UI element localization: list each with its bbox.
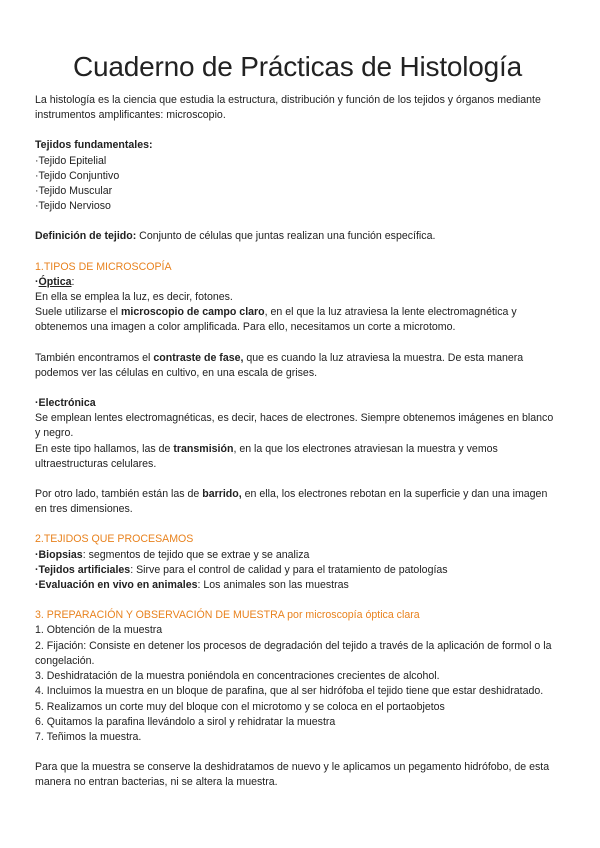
electronica-paragraph: Se emplean lentes electromagnéticas, es decir, haces de electrones. Siempre obtenemos imágenes en blanco y negro. bbox=[35, 412, 554, 440]
optica-heading: ·Óptica: bbox=[35, 275, 75, 288]
definicion-paragraph: Definición de tejido: Conjunto de células que juntas realizan una función específica. bbox=[35, 230, 436, 243]
section-3-title: 3. PREPARACIÓN Y OBSERVACIÓN DE MUESTRA por microscopía óptica clara bbox=[35, 609, 420, 622]
contraste-fase-paragraph: También encontramos el contraste de fase, que es cuando la luz atraviesa la muestra. De esta manera podemos ver las células en cultivo, en una escala de grises. bbox=[35, 351, 524, 379]
tejidos-list bbox=[35, 154, 560, 215]
tejidos-procesados-list bbox=[35, 548, 560, 594]
closing-paragraph: Para que la muestra se conserve la deshidratamos de nuevo y le aplicamos un pegamento hidrófobo, de esta manera no entran bacterias, ni se altera la muestra. bbox=[35, 761, 550, 789]
list-item: ·Biopsias: segmentos de tejido que se extrae y se analiza bbox=[35, 548, 310, 561]
list-item: 6. Quitamos la parafina llevándolo a sirol y rehidratar la muestra bbox=[35, 715, 336, 728]
list-item: 5. Realizamos un corte muy del bloque con el microtomo y se coloca en el portaobjetos bbox=[35, 700, 445, 713]
section-2-title: 2.TEJIDOS QUE PROCESAMOS bbox=[35, 533, 194, 546]
electronica-heading: ·Electrónica bbox=[35, 397, 96, 410]
list-item: ·Tejido Nervioso bbox=[35, 200, 111, 213]
section-1-title: 1.TIPOS DE MICROSCOPÍA bbox=[35, 260, 172, 273]
page-title: Cuaderno de Prácticas de Histología bbox=[72, 51, 523, 82]
list-item: 7. Teñimos la muestra. bbox=[35, 730, 142, 743]
list-item: ·Tejido Muscular bbox=[35, 185, 113, 198]
list-item: 4. Incluimos la muestra en un bloque de parafina, que al ser hidrófoba el tejido tiene que estar deshidratado. bbox=[35, 685, 544, 698]
optica-paragraph: En ella se emplea la luz, es decir, fotones. bbox=[35, 291, 233, 304]
list-item: 3. Deshidratación de la muestra poniéndola en concentraciones crecientes de alcohol. bbox=[35, 670, 440, 683]
steps-list bbox=[35, 623, 560, 745]
list-item: ·Tejido Epitelial bbox=[35, 154, 107, 167]
campo-claro-paragraph: Suele utilizarse el microscopio de campo claro, en el que la luz atraviesa la lente electromagnética y obtenemos una imagen a color amplificada. Para ello, necesitamos un corte a microtomo. bbox=[35, 306, 517, 334]
list-item: ·Tejido Conjuntivo bbox=[35, 169, 120, 182]
transmision-paragraph: En este tipo hallamos, las de transmisión, en la que los electrones atraviesan la muestra y vemos ultraestructuras celulares. bbox=[35, 442, 498, 470]
intro-paragraph: La histología es la ciencia que estudia la estructura, distribución y función de los tejidos y órganos mediante instrumentos amplificantes: microscopio. bbox=[35, 94, 541, 122]
barrido-paragraph: Por otro lado, también están las de barrido, en ella, los electrones rebotan en la superficie y dan una imagen en tres dimensiones. bbox=[35, 488, 548, 516]
list-item: ·Tejidos artificiales: Sirve para el control de calidad y para el tratamiento de patologías bbox=[35, 563, 448, 576]
list-item: 1. Obtención de la muestra bbox=[35, 624, 163, 637]
tejidos-heading: Tejidos fundamentales: bbox=[35, 139, 153, 152]
list-item: 2. Fijación: Consiste en detener los procesos de degradación del tejido a través de la aplicación de formol o la congelación. bbox=[35, 639, 552, 667]
list-item: ·Evaluación en vivo en animales: Los animales son las muestras bbox=[35, 579, 349, 592]
